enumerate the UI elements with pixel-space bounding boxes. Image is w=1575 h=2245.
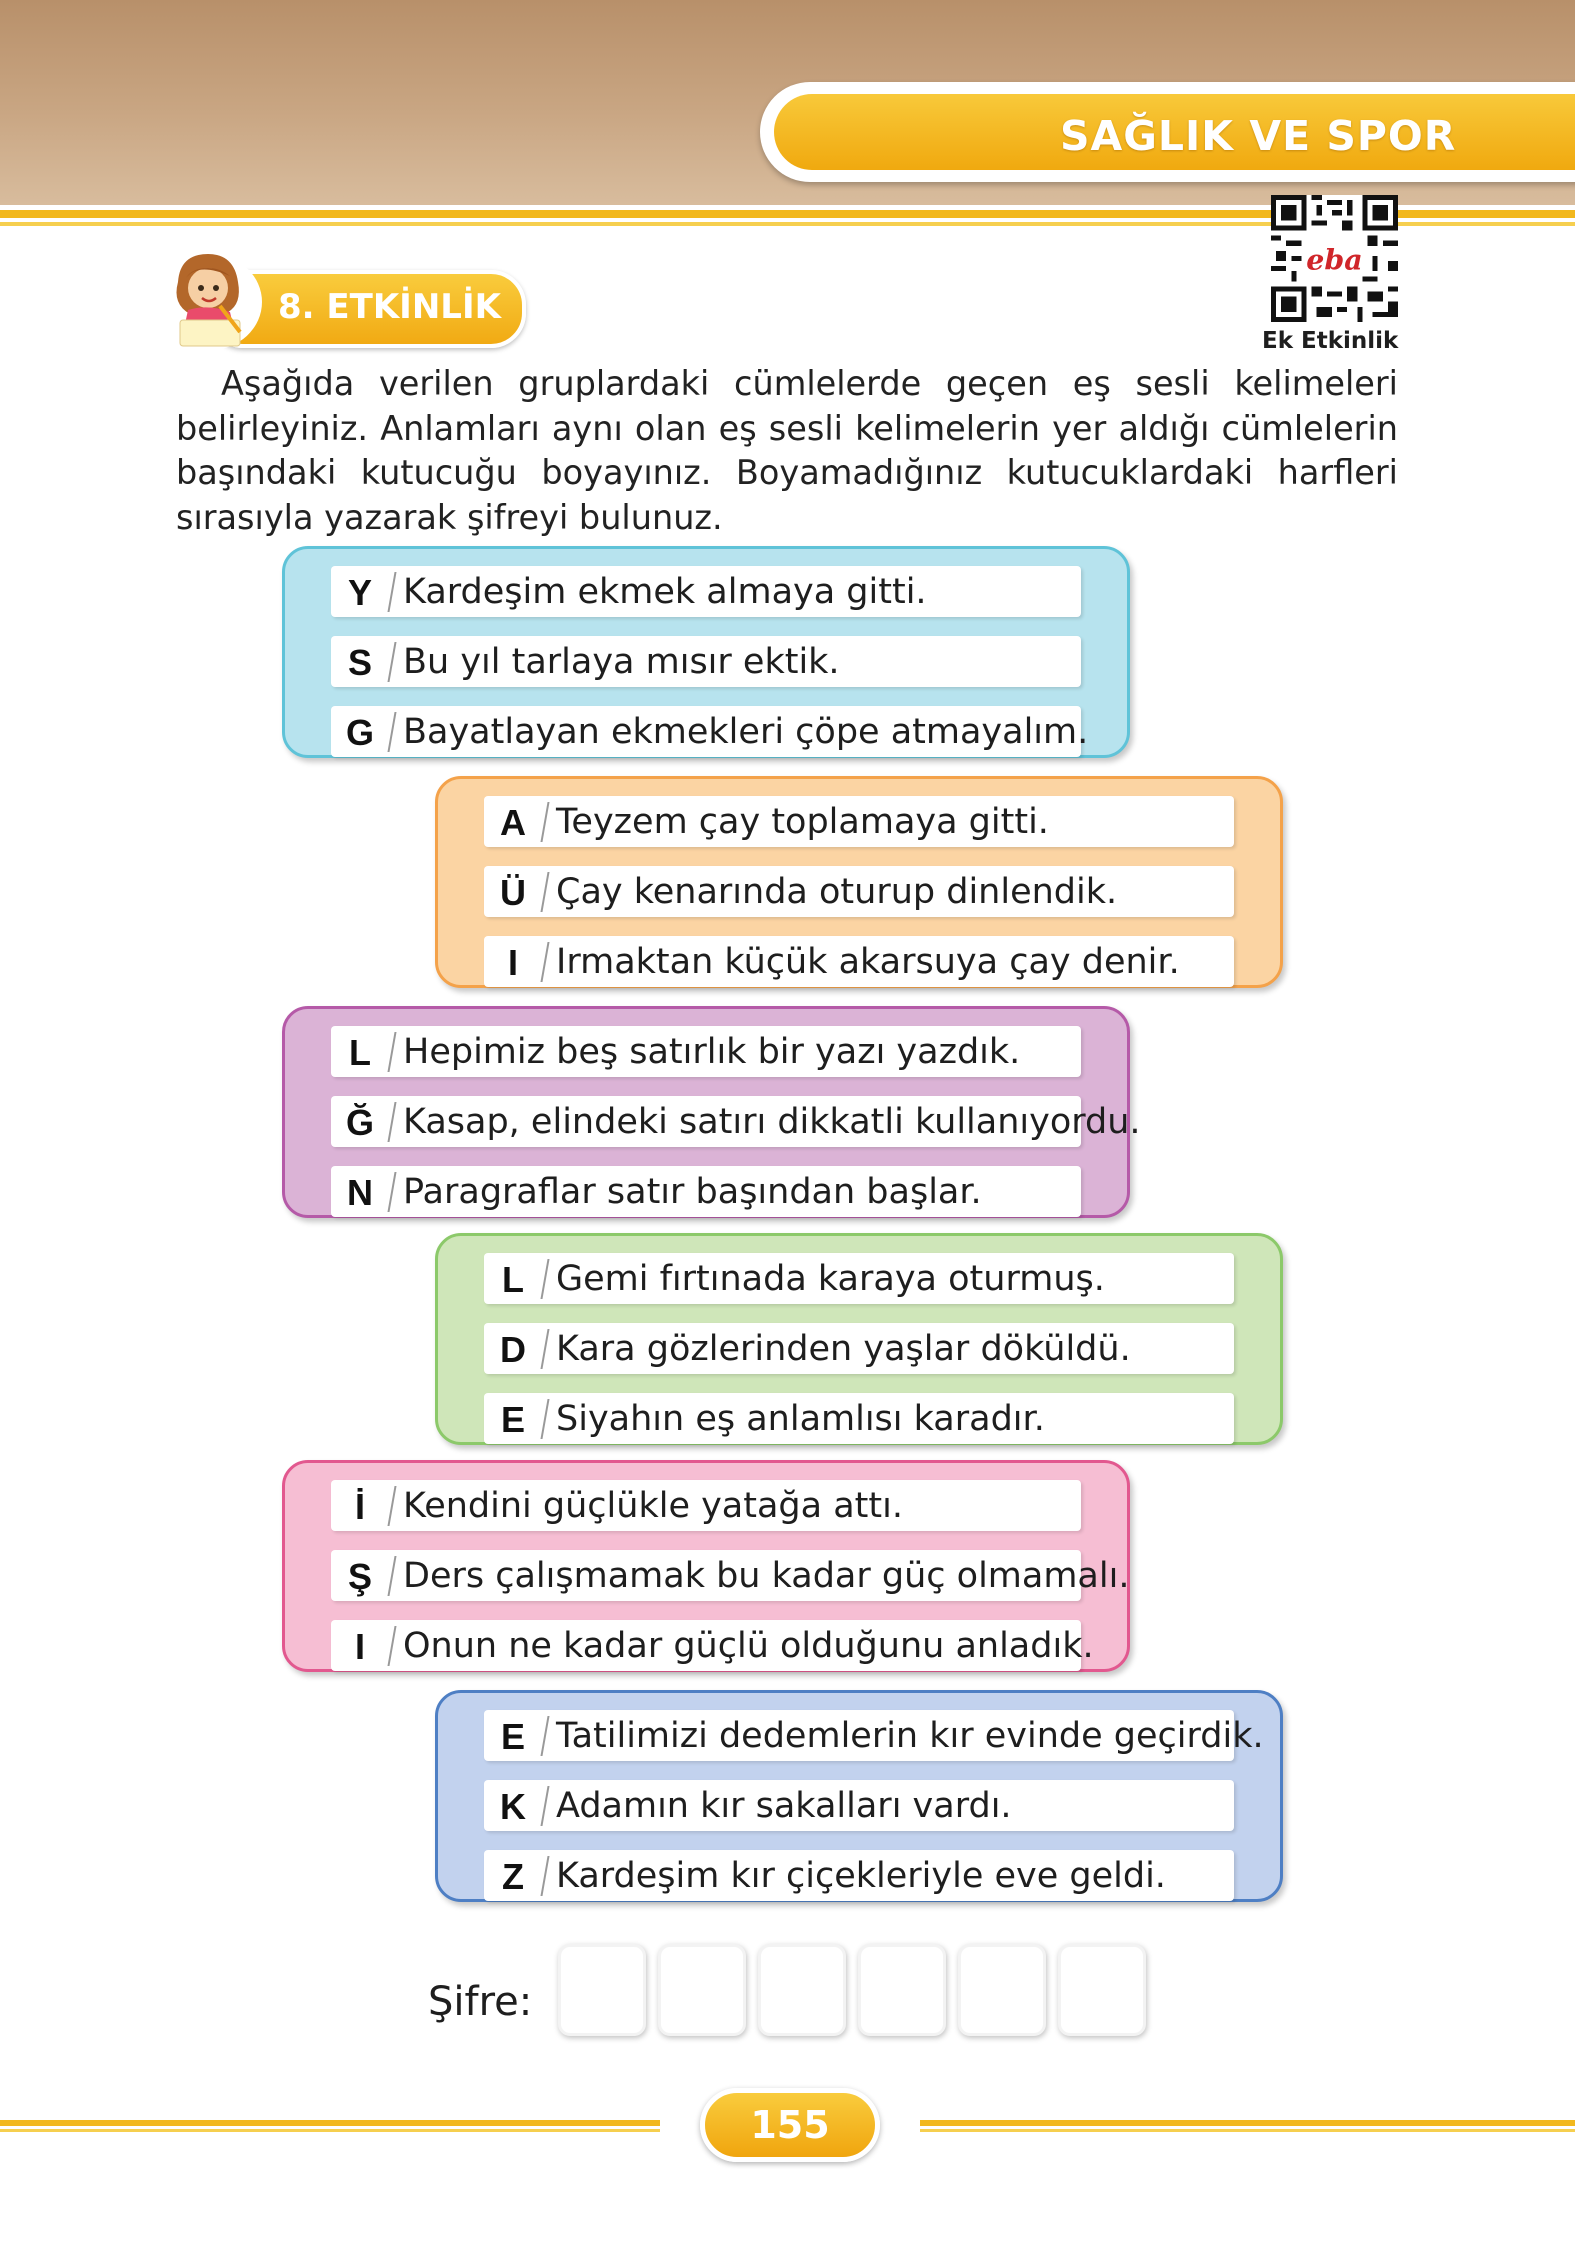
- sentence-text: Çay kenarında oturup dinlendik.: [556, 872, 1118, 912]
- letter-box[interactable]: Ş: [347, 1556, 372, 1597]
- letter-box[interactable]: E: [500, 1716, 525, 1757]
- letter-box[interactable]: I: [507, 942, 518, 983]
- sentence-row[interactable]: [331, 566, 1081, 617]
- letter-box[interactable]: N: [347, 1172, 373, 1213]
- sentence-row[interactable]: [484, 936, 1234, 987]
- sentence-row[interactable]: [484, 1710, 1264, 1761]
- activity-title: 8. ETKİNLİK: [278, 287, 501, 327]
- sentence-group: [435, 1690, 1283, 1902]
- letter-box[interactable]: Ğ: [345, 1102, 374, 1143]
- letter-box[interactable]: S: [347, 642, 372, 683]
- sentence-text: Adamın kır sakalları vardı.: [556, 1786, 1012, 1826]
- instructions-text: Aşağıda verilen gruplardaki cümlelerde geçen eş sesli kelimeleri belirleyiniz. Anlamları aynı olan eş sesli kelimelerin yer aldığı cümlelerin başındaki kutucuğu boyayınız. Boyamadığınız kutucuklardaki harfleri sırasıyla yazarak şifreyi bulunuz.: [176, 364, 1398, 537]
- footer-line-left-thin: [0, 2129, 660, 2132]
- sentence-text: Kasap, elindeki satırı dikkatli kullanıyordu.: [403, 1102, 1141, 1142]
- sentence-row[interactable]: [484, 1323, 1234, 1374]
- letter-box[interactable]: Ü: [500, 872, 526, 913]
- password-label: Şifre:: [428, 1979, 533, 2025]
- letter-box[interactable]: D: [500, 1329, 526, 1370]
- sentence-text: Tatilimizi dedemlerin kır evinde geçirdik.: [556, 1716, 1264, 1756]
- sentence-text: Paragraflar satır başından başlar.: [403, 1172, 982, 1212]
- sentence-row[interactable]: [484, 1850, 1234, 1901]
- sentence-row[interactable]: [484, 796, 1234, 847]
- letter-box[interactable]: L: [502, 1259, 524, 1300]
- sentence-row[interactable]: [331, 1480, 1081, 1531]
- qr-label: Ek Etkinlik: [1262, 328, 1399, 354]
- sentence-row[interactable]: [331, 1026, 1081, 1077]
- girl-mascot-icon: [150, 242, 270, 354]
- sentence-text: Bu yıl tarlaya mısır ektik.: [403, 642, 840, 682]
- password-letter-box[interactable]: [558, 1944, 646, 2036]
- sentence-row[interactable]: [331, 1096, 1141, 1147]
- sentence-text: Bayatlayan ekmekleri çöpe atmayalım.: [403, 712, 1089, 752]
- sentence-text: Kardeşim kır çiçekleriyle eve geldi.: [556, 1856, 1166, 1896]
- sentence-row[interactable]: [484, 866, 1234, 917]
- password-letter-box[interactable]: [758, 1944, 846, 2036]
- password-letter-box[interactable]: [1058, 1944, 1146, 2036]
- eba-logo: eba: [1306, 242, 1363, 277]
- letter-box[interactable]: G: [345, 712, 374, 753]
- sentence-text: Teyzem çay toplamaya gitti.: [556, 802, 1049, 842]
- letter-box[interactable]: L: [349, 1032, 371, 1073]
- footer-line-right-thin: [920, 2129, 1575, 2132]
- sentence-text: Siyahın eş anlamlısı karadır.: [556, 1399, 1045, 1439]
- footer-line-right: [920, 2120, 1575, 2126]
- letter-box[interactable]: I: [354, 1626, 365, 1667]
- sentence-row[interactable]: [484, 1393, 1234, 1444]
- sentence-text: Onun ne kadar güçlü olduğunu anladık.: [403, 1626, 1094, 1666]
- sentence-row[interactable]: [484, 1253, 1234, 1304]
- sentence-group: [282, 1460, 1130, 1672]
- qr-code-icon[interactable]: [1271, 195, 1398, 322]
- sentence-text: Kardeşim ekmek almaya gitti.: [403, 572, 927, 612]
- password-letter-box[interactable]: [858, 1944, 946, 2036]
- sentence-text: Hepimiz beş satırlık bir yazı yazdık.: [403, 1032, 1021, 1072]
- sentence-group: [282, 1006, 1141, 1218]
- sentence-row[interactable]: [331, 1550, 1130, 1601]
- letter-box[interactable]: Y: [347, 572, 372, 613]
- letter-box[interactable]: Z: [502, 1856, 524, 1897]
- sentence-group: [435, 776, 1283, 988]
- sentence-row[interactable]: [484, 1780, 1234, 1831]
- sentence-group: [282, 546, 1130, 758]
- password-letter-box[interactable]: [658, 1944, 746, 2036]
- password-letter-box[interactable]: [958, 1944, 1046, 2036]
- sentence-row[interactable]: [331, 706, 1089, 757]
- sentence-group: [435, 1233, 1283, 1445]
- sentence-text: Irmaktan küçük akarsuya çay denir.: [556, 942, 1180, 982]
- page-number: 155: [750, 2103, 830, 2147]
- letter-box[interactable]: A: [500, 802, 526, 843]
- sentence-text: Kara gözlerinden yaşlar döküldü.: [556, 1329, 1131, 1369]
- section-title: SAĞLIK VE SPOR: [1060, 112, 1457, 160]
- footer-line-left: [0, 2120, 660, 2126]
- sentence-row[interactable]: [331, 636, 1081, 687]
- sentence-text: Kendini güçlükle yatağa attı.: [403, 1486, 903, 1526]
- sentence-row[interactable]: [331, 1620, 1094, 1671]
- sentence-row[interactable]: [331, 1166, 1081, 1217]
- sentence-text: Ders çalışmamak bu kadar güç olmamalı.: [403, 1556, 1130, 1596]
- letter-box[interactable]: İ: [354, 1486, 365, 1527]
- sentence-text: Gemi fırtınada karaya oturmuş.: [556, 1259, 1105, 1299]
- letter-box[interactable]: E: [500, 1399, 525, 1440]
- letter-box[interactable]: K: [500, 1786, 526, 1827]
